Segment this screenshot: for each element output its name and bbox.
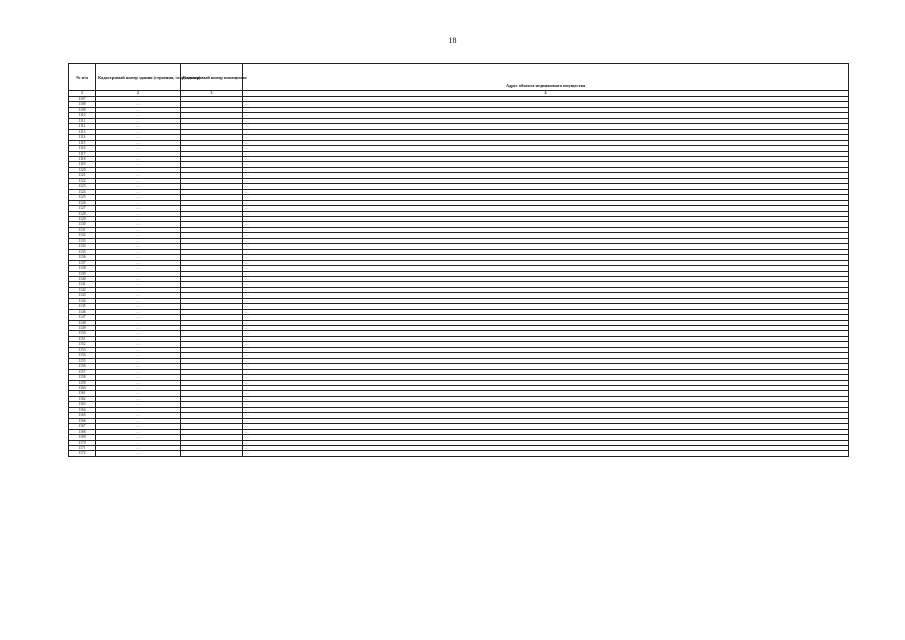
address-cell: … [243,189,849,194]
header-num: № п/п [69,64,96,91]
cadastral-number: … [96,353,181,358]
cadastral-number: … [96,260,181,265]
address-cell: … [243,200,849,205]
row-number: 1113 [69,129,96,134]
row-number: 1144 [69,298,96,303]
row-number: 1125 [69,195,96,200]
row-number: 1152 [69,342,96,347]
address-cell: … [243,206,849,211]
cadastral-number: … [96,375,181,380]
cadastral-number: … [96,178,181,183]
cadastral-number: … [96,113,181,118]
page-number: 18 [448,36,457,45]
row-number: 1118 [69,156,96,161]
row-number: 1134 [69,244,96,249]
cadastral-number: … [96,407,181,412]
cadastral-number: … [96,282,181,287]
address-cell: … [243,97,849,102]
cadastral-number: … [96,304,181,309]
address-cell: … [243,124,849,129]
header-address: Адрес объекта недвижимого имущества [243,64,849,91]
cadastral-number: … [96,315,181,320]
address-cell: … [243,156,849,161]
cadastral-number: … [96,135,181,140]
row-number: 1143 [69,293,96,298]
address-cell: … [243,380,849,385]
address-cell: … [243,298,849,303]
address-cell: … [243,140,849,145]
row-number: 1107 [69,97,96,102]
address-cell: … [243,184,849,189]
column-number: 1 [69,91,96,97]
address-cell: … [243,173,849,178]
address-cell: … [243,255,849,260]
address-cell: … [243,178,849,183]
row-number: 1131 [69,227,96,232]
address-cell: … [243,435,849,440]
cadastral-number: … [96,342,181,347]
cadastral-number: … [96,271,181,276]
cadastral-number: … [96,118,181,123]
row-number: 1149 [69,326,96,331]
address-cell: … [243,113,849,118]
address-cell: … [243,347,849,352]
row-number: 1138 [69,266,96,271]
cadastral-number: … [96,227,181,232]
address-cell: … [243,135,849,140]
cadastral-number: … [96,287,181,292]
address-cell: … [243,293,849,298]
row-number: 1110 [69,113,96,118]
row-number: 1114 [69,135,96,140]
address-cell: … [243,107,849,112]
cadastral-number: … [96,402,181,407]
row-number: 1111 [69,118,96,123]
address-cell: … [243,407,849,412]
column-number: 4 [243,91,849,97]
row-number: 1142 [69,287,96,292]
row-number: 1155 [69,358,96,363]
row-number: 1129 [69,216,96,221]
cadastral-number: … [96,358,181,363]
address-cell: … [243,162,849,167]
column-number: 2 [96,91,181,97]
cadastral-number: … [96,129,181,134]
row-number: 1156 [69,364,96,369]
cadastral-number: … [96,266,181,271]
row-number: 1136 [69,255,96,260]
address-cell: … [243,451,849,456]
address-cell: … [243,216,849,221]
address-cell: … [243,440,849,445]
cadastral-number: … [96,391,181,396]
row-number: 1130 [69,222,96,227]
address-cell: … [243,129,849,134]
cadastral-number: … [96,429,181,434]
cadastral-number: … [96,386,181,391]
address-cell: … [243,424,849,429]
cadastral-number: … [96,249,181,254]
row-number: 1166 [69,418,96,423]
row-number: 1162 [69,396,96,401]
row-number: 1115 [69,140,96,145]
row-number: 1120 [69,167,96,172]
row-number: 1167 [69,424,96,429]
cadastral-number: … [96,167,181,172]
row-number: 1119 [69,162,96,167]
row-number: 1151 [69,336,96,341]
address-cell: … [243,211,849,216]
row-number: 1139 [69,271,96,276]
address-cell: … [243,238,849,243]
row-number: 1145 [69,304,96,309]
cadastral-number: … [96,151,181,156]
column-number: 3 [181,91,243,97]
row-number: 1128 [69,211,96,216]
address-cell: … [243,391,849,396]
row-number: 1158 [69,375,96,380]
cadastral-number: … [96,162,181,167]
cadastral-number: … [96,102,181,107]
cadastral-number: … [96,298,181,303]
address-cell: … [243,375,849,380]
cadastral-number: … [96,238,181,243]
address-cell: … [243,167,849,172]
table-header-row [69,64,849,91]
row-number: 1160 [69,386,96,391]
cadastral-number: … [96,195,181,200]
row-number: 1161 [69,391,96,396]
address-cell: … [243,260,849,265]
row-number: 1171 [69,446,96,451]
premises-number [181,451,243,456]
address-cell: … [243,326,849,331]
row-number: 1116 [69,146,96,151]
address-cell: … [243,102,849,107]
address-cell: … [243,358,849,363]
cadastral-number: … [96,216,181,221]
cadastral-number: … [96,233,181,238]
cadastral-number: … [96,364,181,369]
cadastral-number: … [96,309,181,314]
row-number: 1133 [69,238,96,243]
address-cell: … [243,396,849,401]
row-number: 1126 [69,200,96,205]
row-number: 1164 [69,407,96,412]
row-number: 1154 [69,353,96,358]
row-number: 1168 [69,429,96,434]
row-number: 1132 [69,233,96,238]
row-number: 1140 [69,276,96,281]
address-cell: … [243,402,849,407]
cadastral-number: … [96,140,181,145]
address-cell: … [243,315,849,320]
property-table [68,63,849,457]
cadastral-number: … [96,156,181,161]
row-number: 1141 [69,282,96,287]
cadastral-number: … [96,244,181,249]
address-cell: … [243,244,849,249]
row-number: 1148 [69,320,96,325]
cadastral-number: … [96,222,181,227]
row-number: 1153 [69,347,96,352]
address-cell: … [243,418,849,423]
address-cell: … [243,342,849,347]
address-cell: … [243,233,849,238]
cadastral-number: … [96,184,181,189]
address-cell: … [243,446,849,451]
address-cell: … [243,320,849,325]
cadastral-number: … [96,440,181,445]
row-number: 1163 [69,402,96,407]
cadastral-number: … [96,206,181,211]
cadastral-number: … [96,124,181,129]
row-number: 1124 [69,189,96,194]
cadastral-number: … [96,276,181,281]
row-number: 1123 [69,184,96,189]
row-number: 1121 [69,173,96,178]
row-number: 1159 [69,380,96,385]
cadastral-number: … [96,380,181,385]
address-cell: … [243,364,849,369]
cadastral-number: … [96,107,181,112]
cadastral-number: … [96,146,181,151]
row-number: 1112 [69,124,96,129]
address-cell: … [243,304,849,309]
row-number: 1109 [69,107,96,112]
address-cell: … [243,227,849,232]
address-cell: … [243,151,849,156]
row-number: 1146 [69,309,96,314]
row-number: 1108 [69,102,96,107]
address-cell: … [243,266,849,271]
cadastral-number: … [96,189,181,194]
address-cell: … [243,146,849,151]
row-number: 1127 [69,206,96,211]
cadastral-number: … [96,326,181,331]
cadastral-number: … [96,446,181,451]
address-cell: … [243,309,849,314]
row-number: 1147 [69,315,96,320]
cadastral-number: … [96,173,181,178]
cadastral-number: … [96,413,181,418]
address-cell: … [243,429,849,434]
cadastral-number: … [96,347,181,352]
cadastral-number: … [96,211,181,216]
address-cell: … [243,118,849,123]
row-number: 1157 [69,369,96,374]
address-cell: … [243,336,849,341]
cadastral-number: … [96,331,181,336]
row-number: 1122 [69,178,96,183]
address-cell: … [243,276,849,281]
cadastral-number: … [96,320,181,325]
address-cell: … [243,282,849,287]
cadastral-number: … [96,451,181,456]
table-row [69,451,849,456]
row-number: 1169 [69,435,96,440]
cadastral-number: … [96,293,181,298]
cadastral-number: … [96,424,181,429]
address-cell: … [243,222,849,227]
address-cell: … [243,271,849,276]
property-table-container [68,63,848,457]
cadastral-number: … [96,396,181,401]
address-cell: … [243,195,849,200]
cadastral-number: … [96,435,181,440]
row-number: 1170 [69,440,96,445]
row-number: 1135 [69,249,96,254]
row-number: 1150 [69,331,96,336]
cadastral-number: … [96,200,181,205]
address-cell: … [243,386,849,391]
cadastral-number: … [96,418,181,423]
table-body [69,97,849,457]
address-cell: … [243,287,849,292]
address-cell: … [243,331,849,336]
row-number: 1137 [69,260,96,265]
address-cell: … [243,413,849,418]
header-premises: Кадастровый номер помещения [181,64,243,91]
cadastral-number: … [96,369,181,374]
address-cell: … [243,353,849,358]
address-cell: … [243,249,849,254]
cadastral-number: … [96,255,181,260]
cadastral-number: … [96,97,181,102]
header-cadastral: Кадастровый номер здания (строения, сооружения) [96,64,181,91]
cadastral-number: … [96,336,181,341]
row-number: 1165 [69,413,96,418]
row-number: 1172 [69,451,96,456]
row-number: 1117 [69,151,96,156]
address-cell: … [243,369,849,374]
